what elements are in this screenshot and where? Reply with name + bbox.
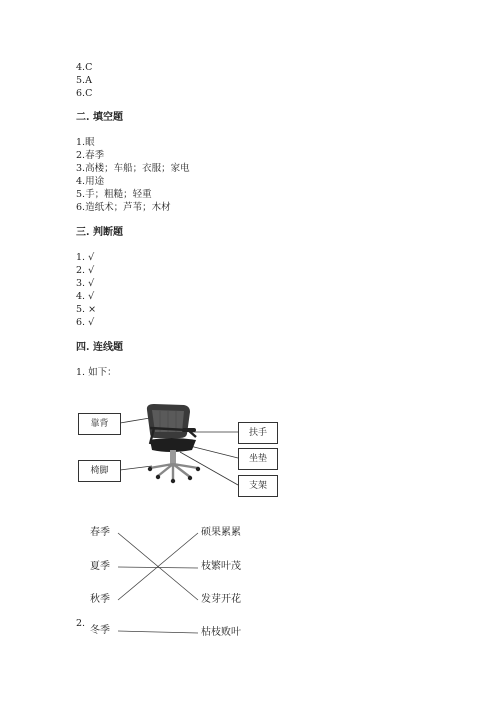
answer-line: 4. √: [76, 291, 95, 302]
chair-label-frame: 支架: [238, 475, 278, 497]
answer-line: 6.造纸术；芦苇；木材: [76, 202, 171, 213]
answer-line: 2.春季: [76, 150, 105, 161]
answer-line: 4.用途: [76, 176, 105, 187]
scene-label: 发芽开花: [201, 594, 241, 605]
answer-line: 5.A: [76, 75, 92, 86]
answer-line: 1.眼: [76, 137, 95, 148]
answer-line: 2. √: [76, 265, 95, 276]
scene-label: 枝繁叶茂: [201, 561, 241, 572]
section-heading-fill-blank: 二. 填空题: [76, 112, 123, 123]
scene-label: 硕果累累: [201, 527, 241, 538]
answer-line: 3.高楼；车船；衣服；家电: [76, 163, 190, 174]
answer-line: 4.C: [76, 62, 93, 73]
section-heading-judge: 三. 判断题: [76, 227, 123, 238]
answer-line: 6.C: [76, 88, 93, 99]
scene-label: 枯枝败叶: [201, 627, 241, 638]
answer-line: 6. √: [76, 317, 95, 328]
season-label: 春季: [90, 527, 110, 538]
office-chair-icon: [147, 404, 200, 483]
answer-line: 3. √: [76, 278, 95, 289]
season-label: 冬季: [90, 625, 110, 636]
question-label: 1. 如下：: [76, 367, 117, 378]
chair-label-armrest: 扶手: [238, 422, 278, 444]
answer-line: 1. √: [76, 252, 95, 263]
season-label: 秋季: [90, 594, 110, 605]
chair-label-legs: 椅脚: [78, 460, 121, 482]
question-label: 2.: [76, 618, 86, 629]
chair-label-seat: 坐垫: [238, 448, 278, 470]
section-heading-matching: 四. 连线题: [76, 342, 123, 353]
answer-line: 5.手；粗糙；轻重: [76, 189, 152, 200]
answer-line: 5. ×: [76, 304, 97, 315]
season-label: 夏季: [90, 561, 110, 572]
chair-label-backrest: 靠背: [78, 413, 121, 435]
